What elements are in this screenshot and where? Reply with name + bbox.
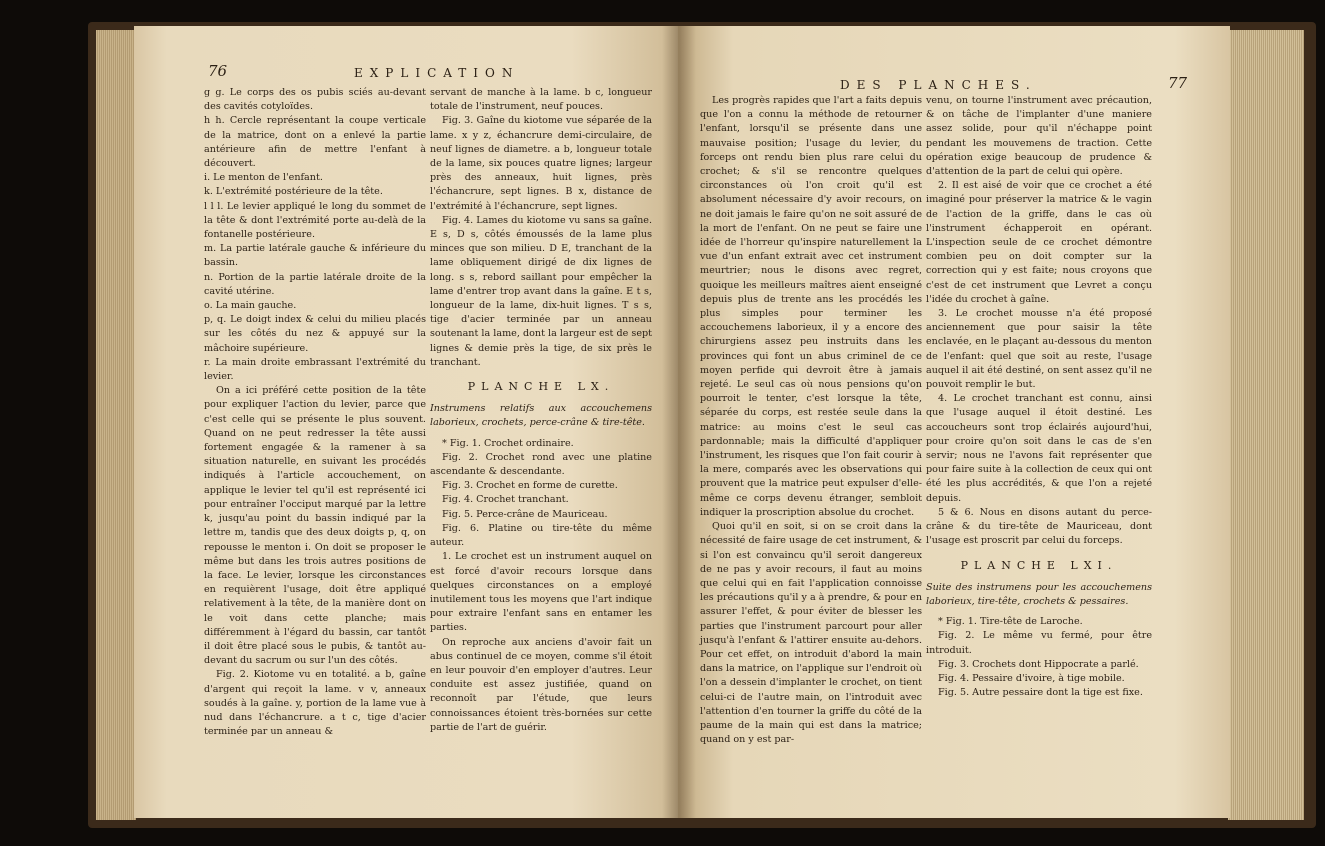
right-page-edges [1228, 30, 1304, 820]
paragraph: servant de manche à la lame. b c, longueur totale de l'instrument, neuf pouces. [430, 87, 652, 113]
plate-heading-lxi: PLANCHE LXI. [960, 558, 1118, 572]
paragraph: Quoi qu'il en soit, si on se croit dans la nécessité de faire usage de cet instrument, & si l'on est convaincu qu'il seroit dangereux de ne pas y avoir recours, il faut au moins que celui qui en fait l'application connoisse les précautions qu'il y a à prendre, & pour en assurer l'effet, & pour éviter de blesser les parties que l'instrument parcourt pour aller jusqu'à l'enfant & l'attirer ensuite au-dehors. Pour cet effet, on introduit d'abord la main dans la matrice, on l'applique sur l'endroit où l'on a dessein d'implanter le crochet, on tient celui-ci de l'autre main, on l'introduit avec l'attention d'en tourner la griffe du côté de la paume de la main qui est dans la matrice; quand on y est par- [700, 521, 922, 746]
paragraph: 4. Le crochet tranchant est connu, ainsi que l'usage auquel il étoit destiné. Les accoucheurs sont trop éclairés aujourd'hui, pour croire qu'on soit dans le cas de s'en servir; nous ne l'avons fait représenter que pour faire suite à la collection de ceux qui ont été les plus accrédités, & que l'on a rejeté depuis. [926, 393, 1152, 504]
figure-item: Fig. 3. Crochet en forme de curette. [442, 480, 618, 492]
figure-item: * Fig. 1. Tire-tête de Laroche. [938, 616, 1083, 628]
paragraph: venu, on tourne l'instrument avec précaution, & on tâche de l'implanter d'une maniere assez solide, pour qu'il n'échappe point pendant les mouvemens de traction. Cette opération exige beaucoup de prudence & d'attention de la part de celui qui opère. [926, 95, 1152, 178]
right-page [678, 26, 1230, 818]
figure-item: Fig. 2. Crochet rond avec une platine ascendante & descendante. [430, 451, 652, 478]
figure-item: Fig. 4. Pessaire d'ivoire, à tige mobile. [938, 672, 1125, 684]
figure-item: Fig. 2. Le même vu fermé, pour être introduit. [926, 630, 1152, 656]
right-column-1 [700, 94, 922, 747]
paragraph: On a ici préféré cette position de la tête pour expliquer l'action du levier, parce que c'est celle qui se présente le plus souvent. Quand on ne peut redresser la tête aussi fortement engagée & la ramener à sa situation naturelle, en suivant les procédés indiqués à l'article accouchement, on applique le levier tel qu'il est représenté ici pour entraîner l'occiput marqué par la lettre k, jusqu'au point du bassin indiqué par la lettre m, tandis que des deux doigts p, q, on repousse le menton i. On doit se proposer le même but dans les trois autres positions de la face. Le levier, lorsque les circonstances en requièrent l'usage, doit être appliqué relativement à la tête, de la manière dont on le voit dans cette planche; mais différemment à l'égard du bassin, car tantôt il doit être placé sous le pubis, & tantôt au-devant du sacrum ou sur l'un des côtés. [204, 385, 426, 667]
paragraph: m. La partie latérale gauche & inférieure du bassin. [204, 243, 426, 269]
running-head-left: EXPLICATION [354, 66, 520, 80]
figure-item: * Fig. 1. Crochet ordinaire. [442, 437, 574, 449]
paragraph: 5 & 6. Nous en disons autant du perce-crâne & du tire-tête de Mauriceau, dont l'usage est proscrit par celui du forceps. [926, 506, 1152, 547]
book-gutter [662, 26, 696, 818]
plate-subtitle-lxi: Suite des instrumens pour les accouchemens laborieux, tire-tête, crochets & pessaires. [926, 581, 1152, 607]
paragraph: Les progrès rapides que l'art a faits depuis que l'on a connu la méthode de retourner l'enfant, lorsqu'il se présente dans une mauvaise position; l'usage du levier, du forceps ont rendu bien plus rare celui du crochet; & s'il se rencontre quelques circonstances où l'on croit qu'il est absolument nécessaire d'y avoir recours, on ne doit jamais le faire qu'on ne soit assuré de la mort de l'enfant. On ne peut se faire une idée de l'horreur qu'inspire naturellement la vue d'un enfant extrait avec cet instrument meurtrier; nous le disons avec regret, quoique les meilleurs maîtres aient enseigné depuis plus de trente ans les procédés les plus simples pour terminer les accouchemens laborieux, il y a encore des chirurgiens assez peu instruits dans les provinces qui font un abus criminel de ce moyen perfide qui devroit être à jamais rejeté. Le seul cas où nous pensions qu'on pourroit le tenter, c'est lorsque la tête, séparée du corps, est restée seule dans la matrice: au moins c'est le seul cas pardonnable; mais la difficulté d'appliquer l'instrument, les risques que l'on fait courir à la mere, comparés avec les observations qui prouvent que la matrice peut expulser d'elle-même ce corps devenu étranger, sembloit indiquer la proscription absolue du crochet. [700, 95, 922, 518]
paragraph: k. L'extrémité postérieure de la tête. [204, 186, 383, 198]
paragraph: h h. Cercle représentant la coupe verticale de la matrice, dont on a enlevé la partie antérieure afin de mettre l'enfant à découvert. [204, 115, 426, 170]
plate-heading-lx: PLANCHE LX. [467, 380, 615, 394]
paragraph: Fig. 3. Gaîne du kiotome vue séparée de la lame. x y z, échancrure demi-circulaire, de neuf lignes de diametre. a b, longueur totale de la lame, six pouces quatre lignes; largeur près des anneaux, huit lignes, près l'échancrure, sept lignes. B x, distance de l'extrémité à l'échancrure, sept lignes. [430, 115, 652, 212]
paragraph: On reproche aux anciens d'avoir fait un abus continuel de ce moyen, comme s'il étoit en leur pouvoir d'en employer d'autres. Leur conduite est assez justifiée, quand on reconnoît par l'étude, que leurs connoissances étoient très-bornées sur cette partie de l'art de guérir. [430, 636, 652, 733]
right-column-2 [926, 94, 1152, 700]
left-page [134, 26, 680, 818]
paragraph: Fig. 4. Lames du kiotome vu sans sa gaîne. E s, D s, côtés émoussés de la lame plus minces que son milieu. D E, tranchant de la lame obliquement dirigé de dix lignes de long. s s, rebord saillant pour empêcher la lame d'entrer trop avant dans la gaîne. E t s, longueur de la lame, dix-huit lignes. T s s, tige d'acier terminée par un anneau soutenant la lame, dont la largeur est de sept lignes & demie près la tige, de six près le tranchant. [430, 214, 652, 368]
page-number-right: 77 [1168, 74, 1188, 92]
paragraph: Fig. 2. Kiotome vu en totalité. a b, gaîne d'argent qui reçoit la lame. v v, anneaux soudés à la gaîne. y, portion de la lame vue à nud dans l'échancrure. a t c, tige d'acier terminée par un anneau & [204, 669, 426, 738]
page-number-left: 76 [208, 62, 228, 80]
figure-item: Fig. 6. Platine ou tire-tête du même auteur. [430, 522, 652, 549]
figure-item: Fig. 3. Crochets dont Hippocrate a parlé. [938, 658, 1139, 670]
left-column-2 [430, 86, 652, 735]
paragraph: 3. Le crochet mousse n'a été proposé anciennement que pour saisir la tête enclavée, en le plaçant au-dessous du menton de l'enfant: quel que soit au reste, l'usage auquel il ait été destiné, on sent assez qu'il ne pouvoit remplir le but. [926, 308, 1152, 391]
paragraph: r. La main droite embrassant l'extrémité du levier. [204, 356, 426, 383]
paragraph: 1. Le crochet est un instrument auquel on est forcé d'avoir recours lorsque dans quelques circonstances on a employé inutilement tous les moyens que l'art indique pour extraire l'enfant sans en entamer les parties. [430, 551, 652, 634]
paragraph: g g. Le corps des os pubis sciés au-devant des cavités cotyloïdes. [204, 87, 426, 113]
paragraph: o. La main gauche. [204, 300, 297, 312]
plate-subtitle-lx: Instrumens relatifs aux accouchemens laborieux, crochets, perce-crâne & tire-tête. [430, 403, 652, 429]
paragraph: n. Portion de la partie latérale droite de la cavité utérine. [204, 271, 426, 297]
paragraph: i. Le menton de l'enfant. [204, 172, 323, 184]
figure-item: Fig. 5. Perce-crâne de Mauriceau. [442, 508, 608, 520]
paragraph: l l l. Le levier appliqué le long du sommet de la tête & dont l'extrémité porte au-delà de la fontanelle postérieure. [204, 200, 426, 241]
figure-item: Fig. 4. Crochet tranchant. [442, 494, 569, 506]
running-head-right: DES PLANCHES. [840, 78, 1037, 92]
left-page-edges [96, 30, 136, 820]
left-column-1 [204, 86, 426, 739]
figure-item: Fig. 5. Autre pessaire dont la tige est fixe. [938, 687, 1143, 699]
paragraph: p, q. Le doigt index & celui du milieu placés sur les côtés du nez & appuyé sur la mâchoire supérieure. [204, 314, 426, 354]
paragraph: 2. Il est aisé de voir que ce crochet a été imaginé pour préserver la matrice & le vagin de l'action de la griffe, dans le cas où l'instrument échapperoit en opérant. L'inspection seule de ce crochet démontre combien peu on doit compter sur la correction qui y est faite; nous croyons que c'est de cet instrument que Levret a conçu l'idée du crochet à gaîne. [926, 180, 1152, 305]
